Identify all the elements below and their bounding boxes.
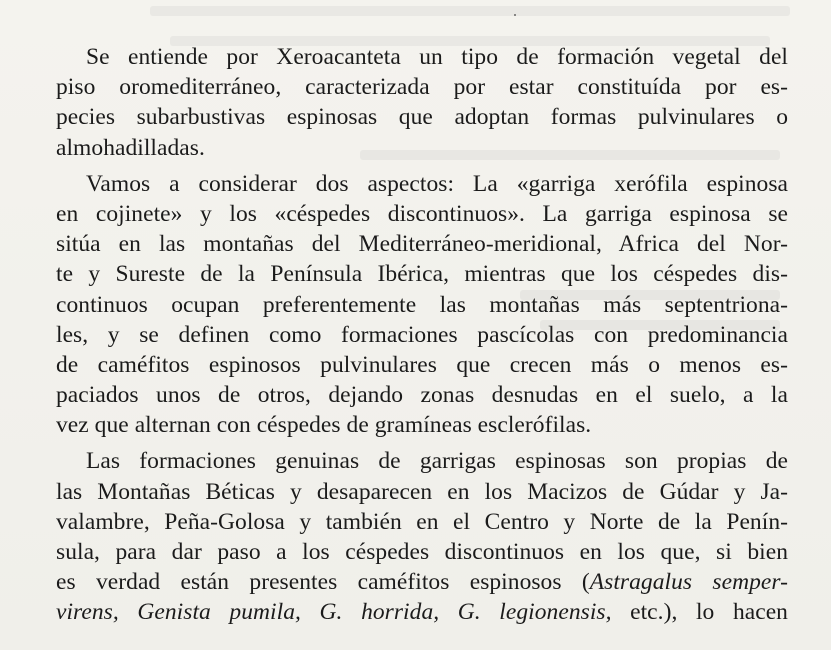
text-run: es verdad están presentes caméfitos espinosos ( bbox=[56, 569, 590, 596]
text-line: Vamos a considerar dos aspectos: La «garriga xerófila espinosa bbox=[86, 170, 788, 197]
text-line: las Montañas Béticas y desaparecen en los Macizos de Gúdar y Ja- bbox=[56, 478, 788, 505]
text-line: te y Sureste de la Península Ibérica, mientras que los céspedes dis- bbox=[56, 261, 788, 288]
text-line: pecies subarbustivas espinosas que adoptan formas pulvinulares o bbox=[56, 104, 788, 131]
text-line: sula, para dar paso a los céspedes discontinuos en los que, si bien bbox=[56, 539, 788, 565]
text-line-mixed bbox=[56, 567, 788, 597]
text-line: sitúa en las montañas del Mediterráneo-meridional, Africa del Nor- bbox=[56, 231, 788, 258]
text-line: de caméfitos espinosos pulvinulares que crecen más o menos es- bbox=[56, 351, 788, 378]
text-line-mixed bbox=[56, 597, 788, 627]
text-line: paciados unos de otros, dejando zonas desnudas en el suelo, a la bbox=[56, 382, 788, 409]
speck-mark bbox=[514, 14, 516, 16]
text-line: Se entiende por Xeroacanteta un tipo de formación vegetal del bbox=[86, 44, 788, 70]
text-line: valambre, Peña-Golosa y también en el Centro y Norte de la Penín- bbox=[56, 508, 788, 535]
text-line: almohadilladas. bbox=[56, 134, 205, 161]
body-text bbox=[56, 42, 788, 628]
text-line: piso oromediterráneo, caracterizada por estar constituída por es- bbox=[56, 74, 788, 101]
text-line: vez que alternan con céspedes de gramíneas esclerófilas. bbox=[56, 412, 592, 439]
text-line: continuos ocupan preferentemente las montañas más septentriona- bbox=[56, 291, 788, 318]
species-name-italic: Astragalus semper- bbox=[589, 569, 788, 596]
species-name-italic: virens, Genista pumila, G. horrida, G. legionensis, bbox=[56, 599, 612, 626]
text-line: en cojinete» y los «céspedes discontinuos». La garriga espinosa se bbox=[56, 200, 788, 227]
text-run: etc.), lo hacen bbox=[611, 599, 788, 626]
text-line: les, y se definen como formaciones pascícolas con predominancia bbox=[56, 321, 788, 348]
text-line: Las formaciones genuinas de garrigas espinosas son propias de bbox=[86, 448, 788, 475]
